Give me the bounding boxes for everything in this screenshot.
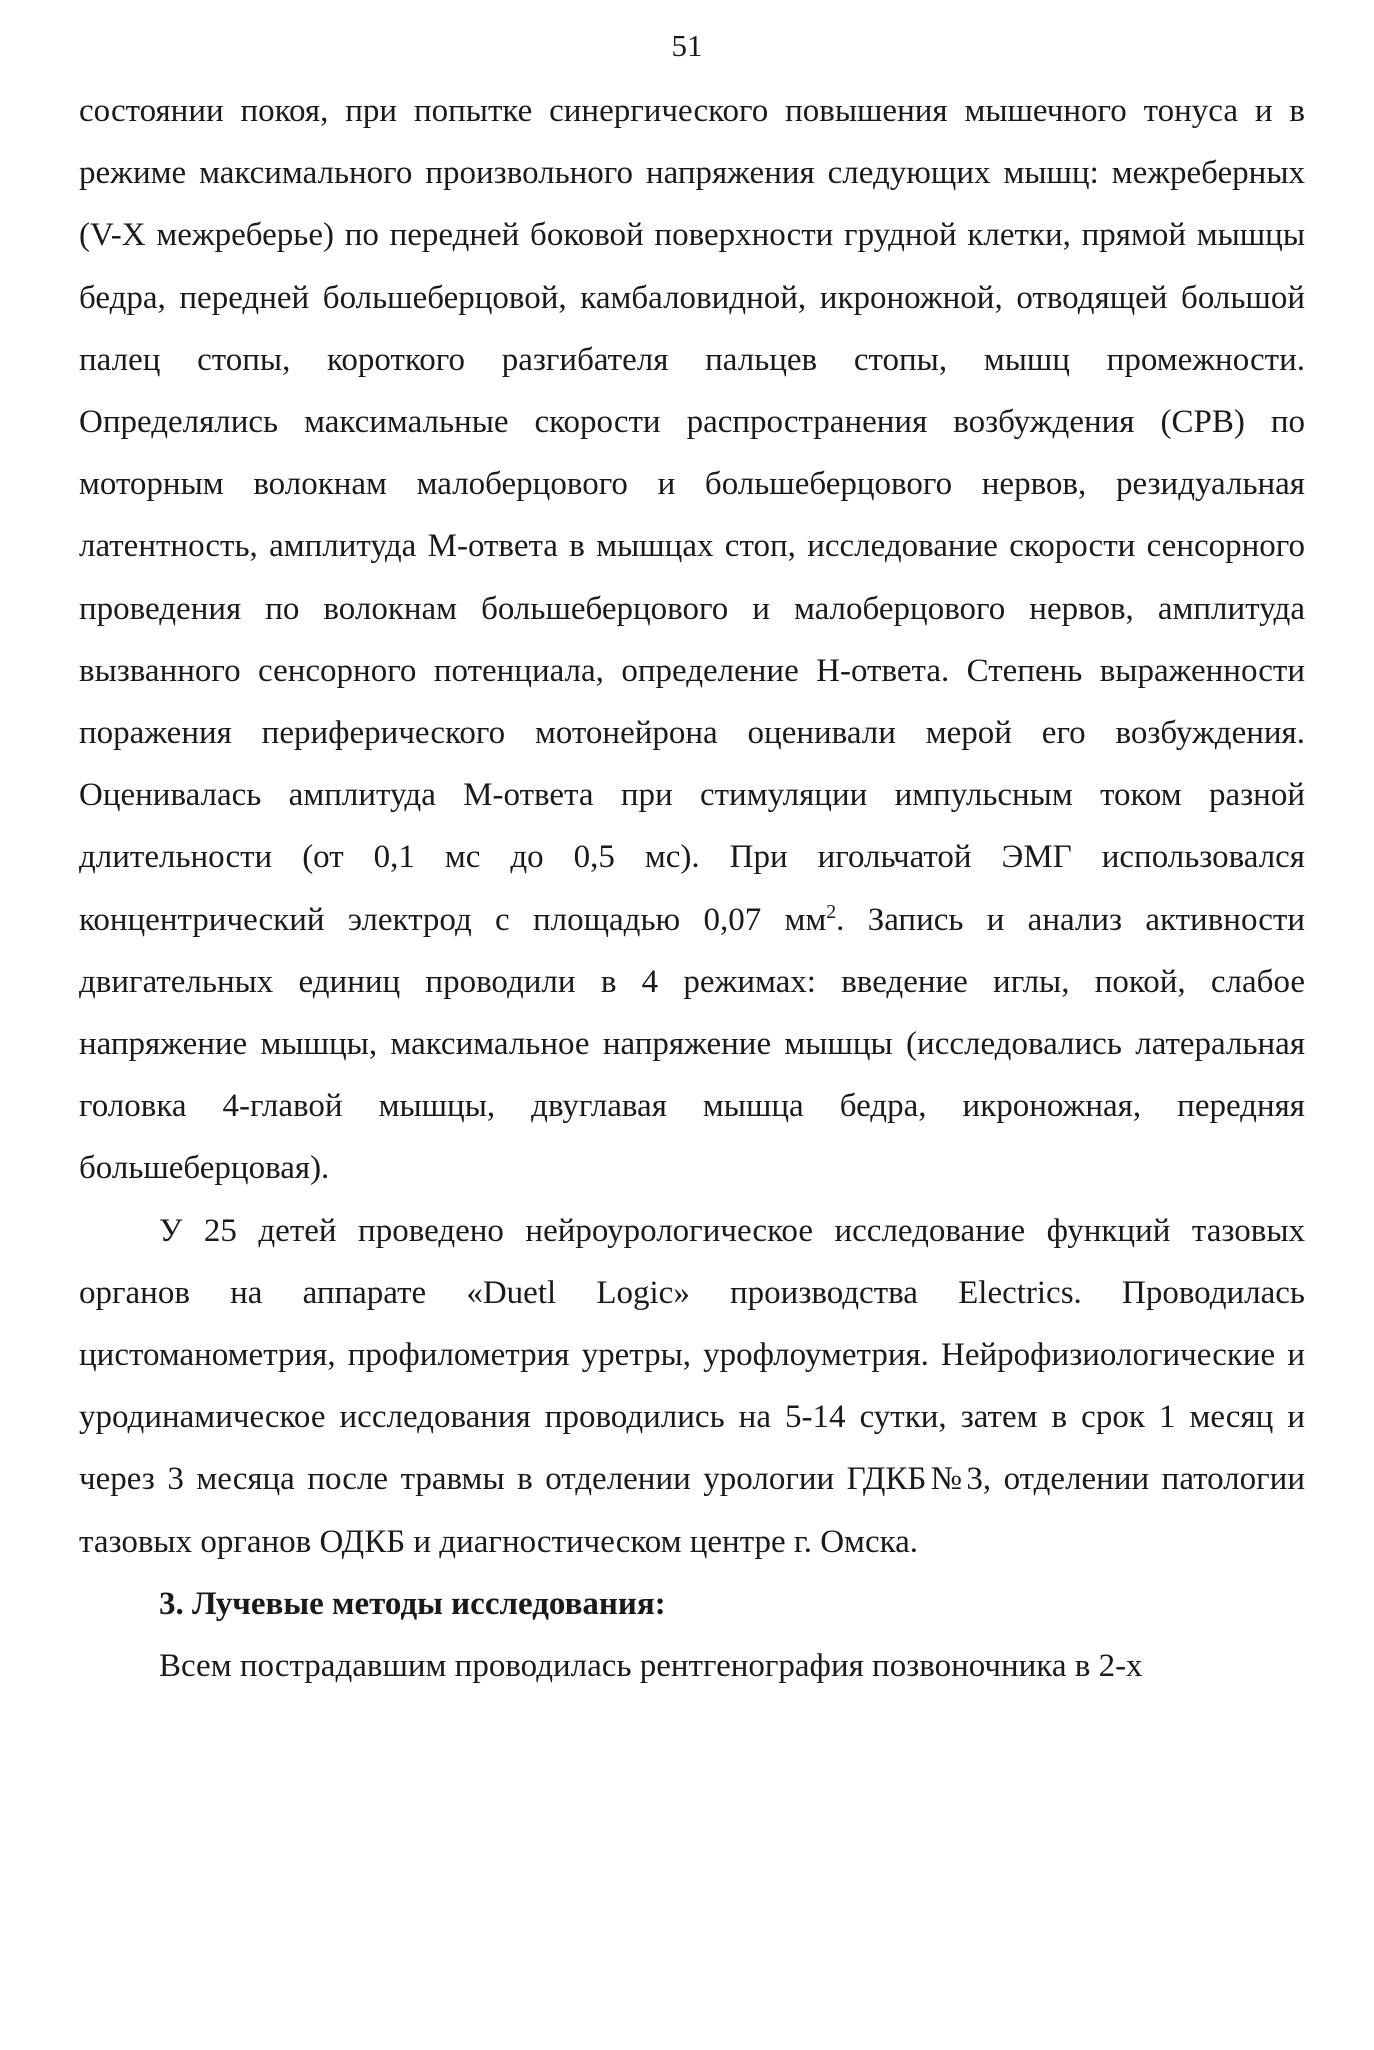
paragraph-radiology: Всем пострадавшим проводилась рентгенография позвоночника в 2-х	[159, 1648, 1143, 1685]
page-content	[79, 80, 1305, 1697]
paragraph-neurourology: У 25 детей проведено нейроурологическое исследование функций тазовых органов на аппарате «Duetl Logic» производства Electrics. Проводилась цистоманометрия, профилометрия уретры, урофлоуметрия. Нейрофизиологические и уродинамическое исследования проводились на 5-14 сутки, затем в срок 1 месяц и через 3 месяца после травмы в отделении урологии ГДКБ№3, отделении патологии тазовых органов ОДКБ и диагностическом центре г. Омска.	[79, 1212, 1305, 1560]
paragraph-emg-methods	[79, 80, 1305, 1200]
paragraph-emg-methods-text-part2: . Запись и анализ активности двигательных единиц проводили в 4 режимах: введение иглы, покой, слабое напряжение мышцы, максимальное напряжение мышцы (исследовались латеральная головка 4-главой мышцы, двуглавая мышца бедра, икроножная, передняя большеберцовая).	[79, 901, 1305, 1187]
superscript-square: 2	[826, 900, 837, 923]
page-number: 51	[671, 28, 703, 63]
paragraph-emg-methods-text-part1: состоянии покоя, при попытке синергического повышения мышечного тонуса и в режиме максимального произвольного напряжения следующих мышц: межреберных (V-X межреберье) по передней боковой поверхности грудной клетки, прямой мышцы бедра, передней большеберцовой, камбаловидной, икроножной, отводящей большой палец стопы, короткого разгибателя пальцев стопы, мышц промежности. Определялись максимальные скорости распространения возбуждения (СРВ) по моторным волокнам малоберцового и большеберцового нервов, резидуальная латентность, амплитуда М-ответа в мышцах стоп, исследование скорости сенсорного проведения по волокнам большеберцового и малоберцового нервов, амплитуда вызванного сенсорного потенциала, определение Н-ответа. Степень выраженности поражения периферического мотонейрона оценивали мерой его возбуждения. Оценивалась амплитуда М-ответа при стимуляции импульсным током разной длительности (от 0,1 мс до 0,5 мс). При игольчатой ЭМГ использовался концентрический электрод с площадью 0,07 мм	[79, 93, 1305, 938]
section-heading-radiology: 3. Лучевые методы исследования:	[159, 1585, 666, 1622]
